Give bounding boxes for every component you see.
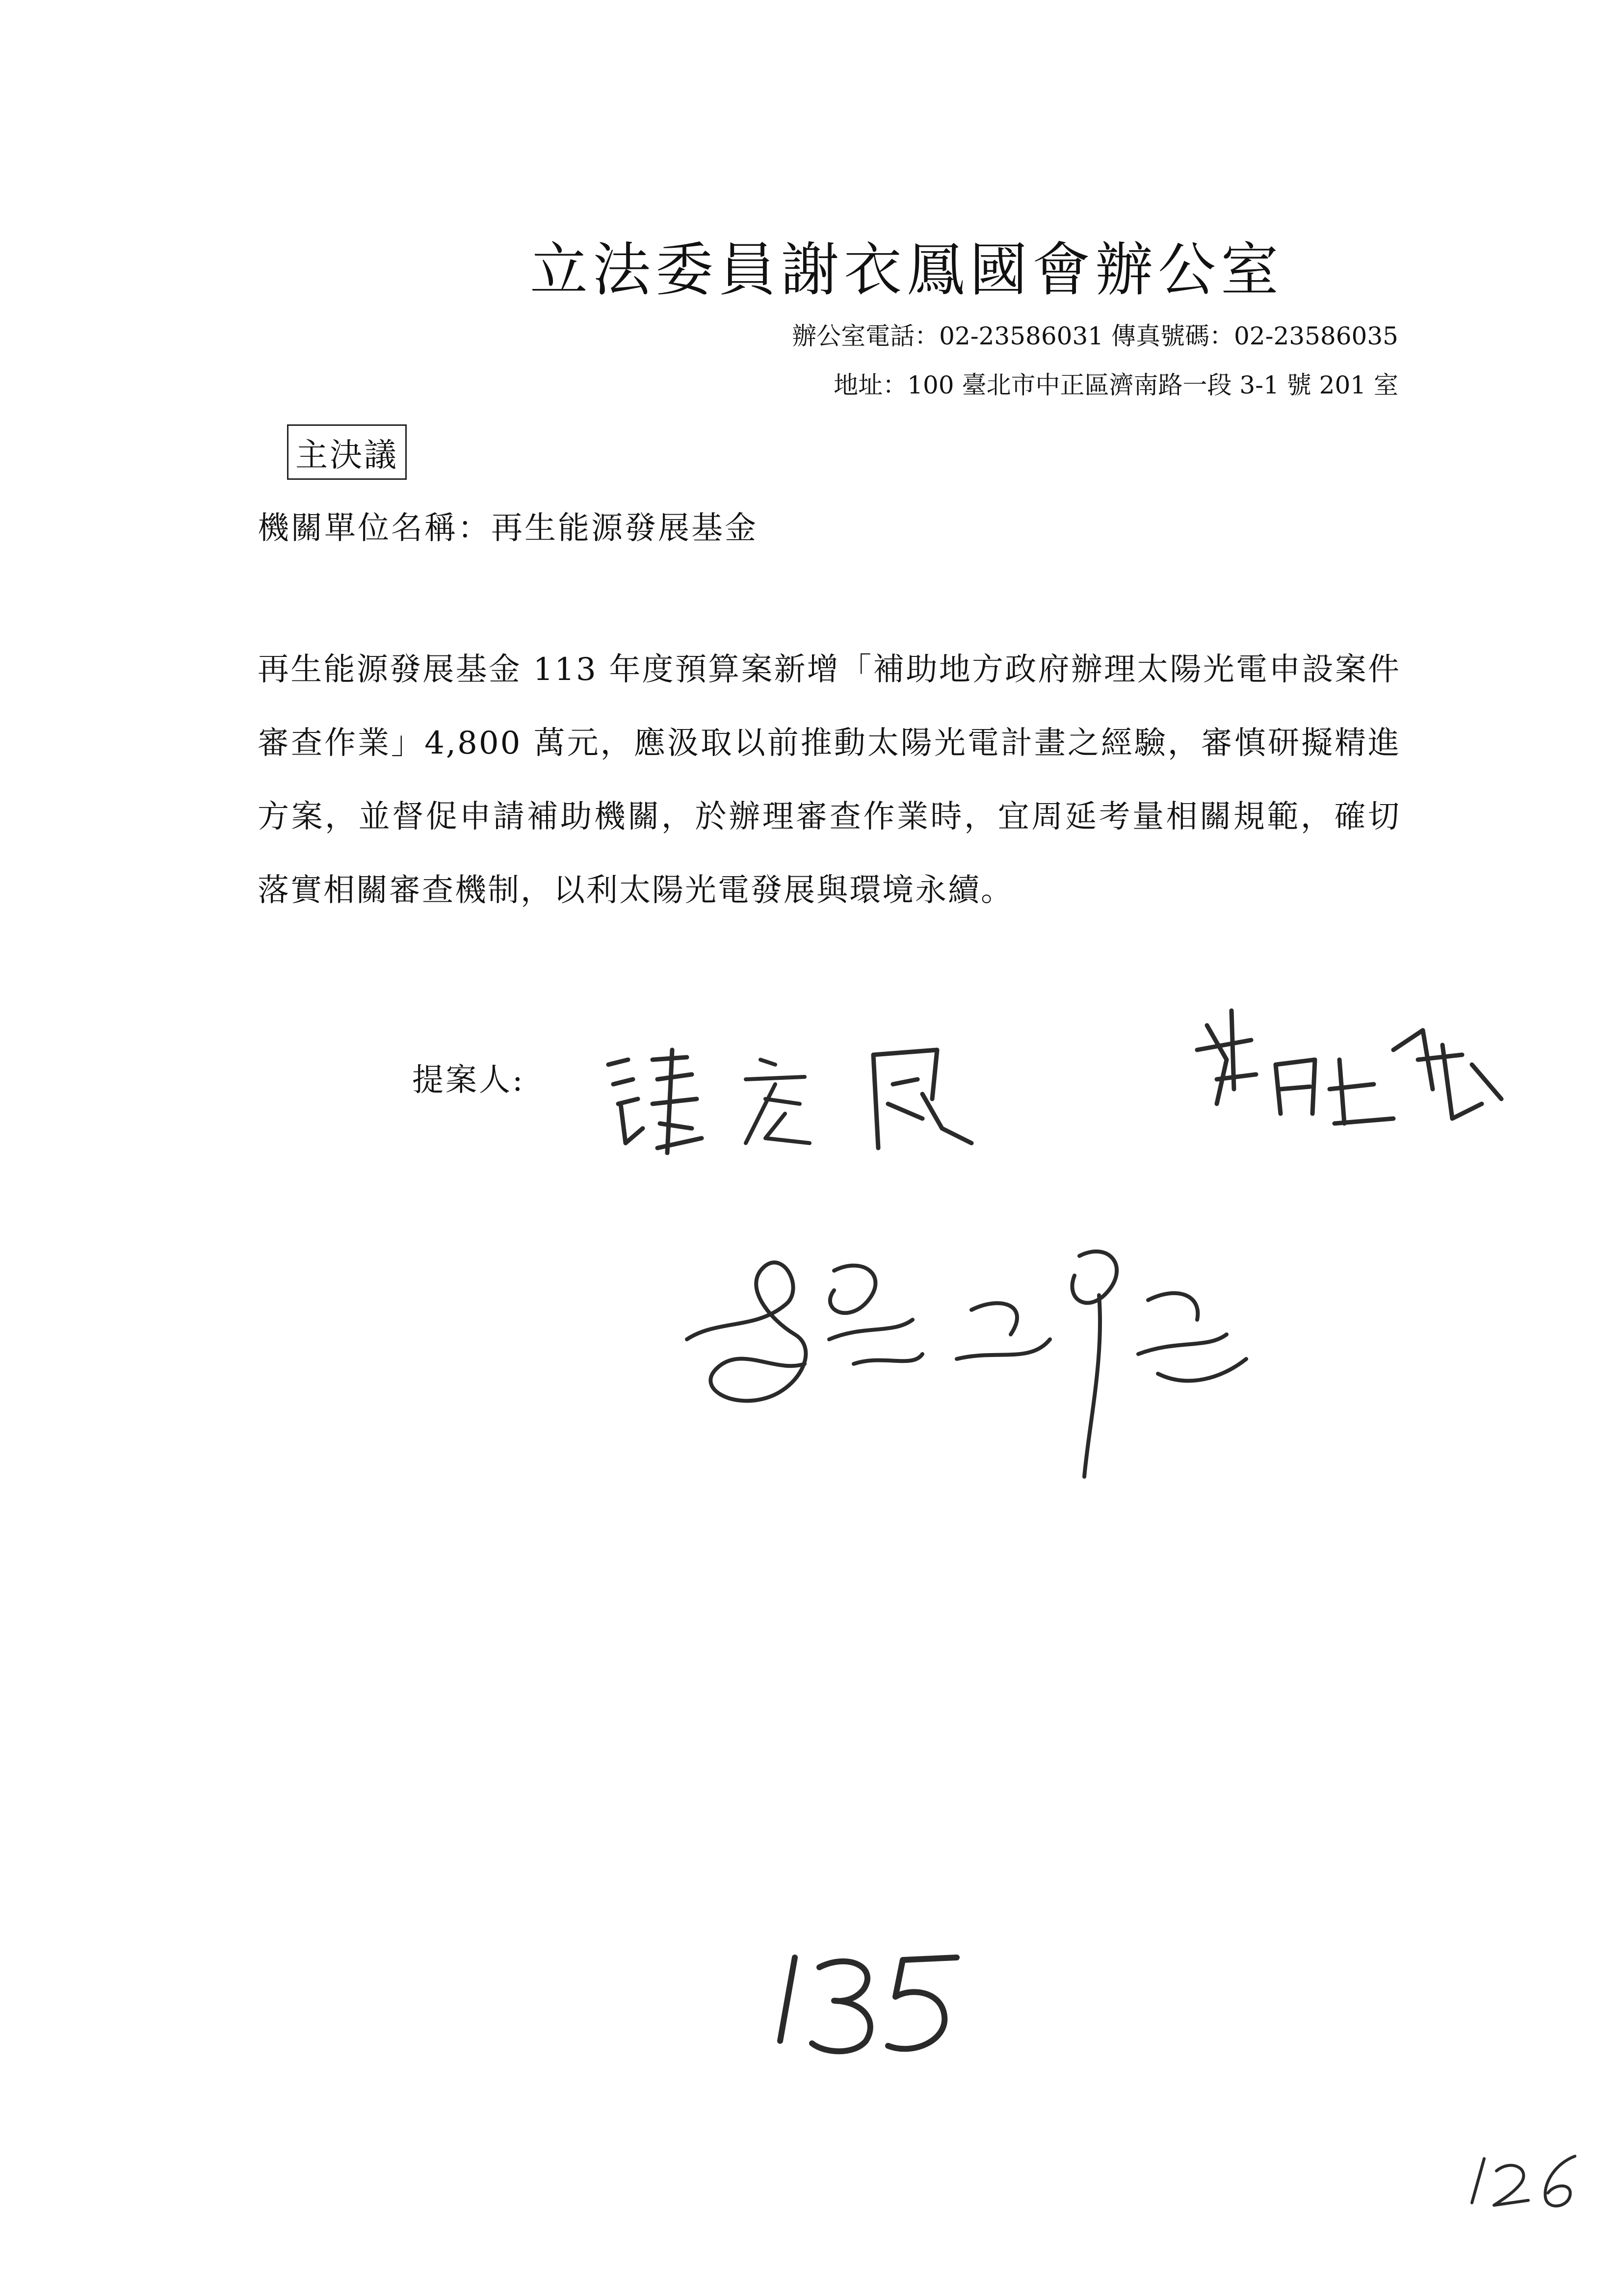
resolution-type-label: 主決議: [287, 424, 407, 480]
handwritten-corner-number: [1462, 2149, 1590, 2213]
signature-2: [1187, 991, 1531, 1158]
signature-1: [599, 1030, 1040, 1177]
agency-name-line: 機關單位名稱：再生能源發展基金: [258, 510, 758, 547]
handwritten-page-number: [765, 1943, 971, 2061]
office-address: 地址：100 臺北市中正區濟南路一段 3-1 號 201 室: [834, 371, 1398, 399]
signature-3: [657, 1212, 1295, 1526]
resolution-body: 再生能源發展基金 113 年度預算案新增「補助地方政府辦理太陽光電申設案件審查作業」4,800 萬元，應汲取以前推動太陽光電計畫之經驗，審慎研擬精進方案，並督促申請補助機關，於辦理審查作業時，宜周延考量相關規範，確切落實相關審查機制，以利太陽光電發展與環境永續。: [258, 652, 1401, 909]
letterhead-title: 立法委員謝衣鳳國會辦公室: [530, 236, 1284, 304]
proposer-label: 提案人:: [412, 1062, 525, 1098]
office-phone-fax: 辦公室電話：02-23586031 傳真號碼：02-23586035: [792, 322, 1398, 350]
